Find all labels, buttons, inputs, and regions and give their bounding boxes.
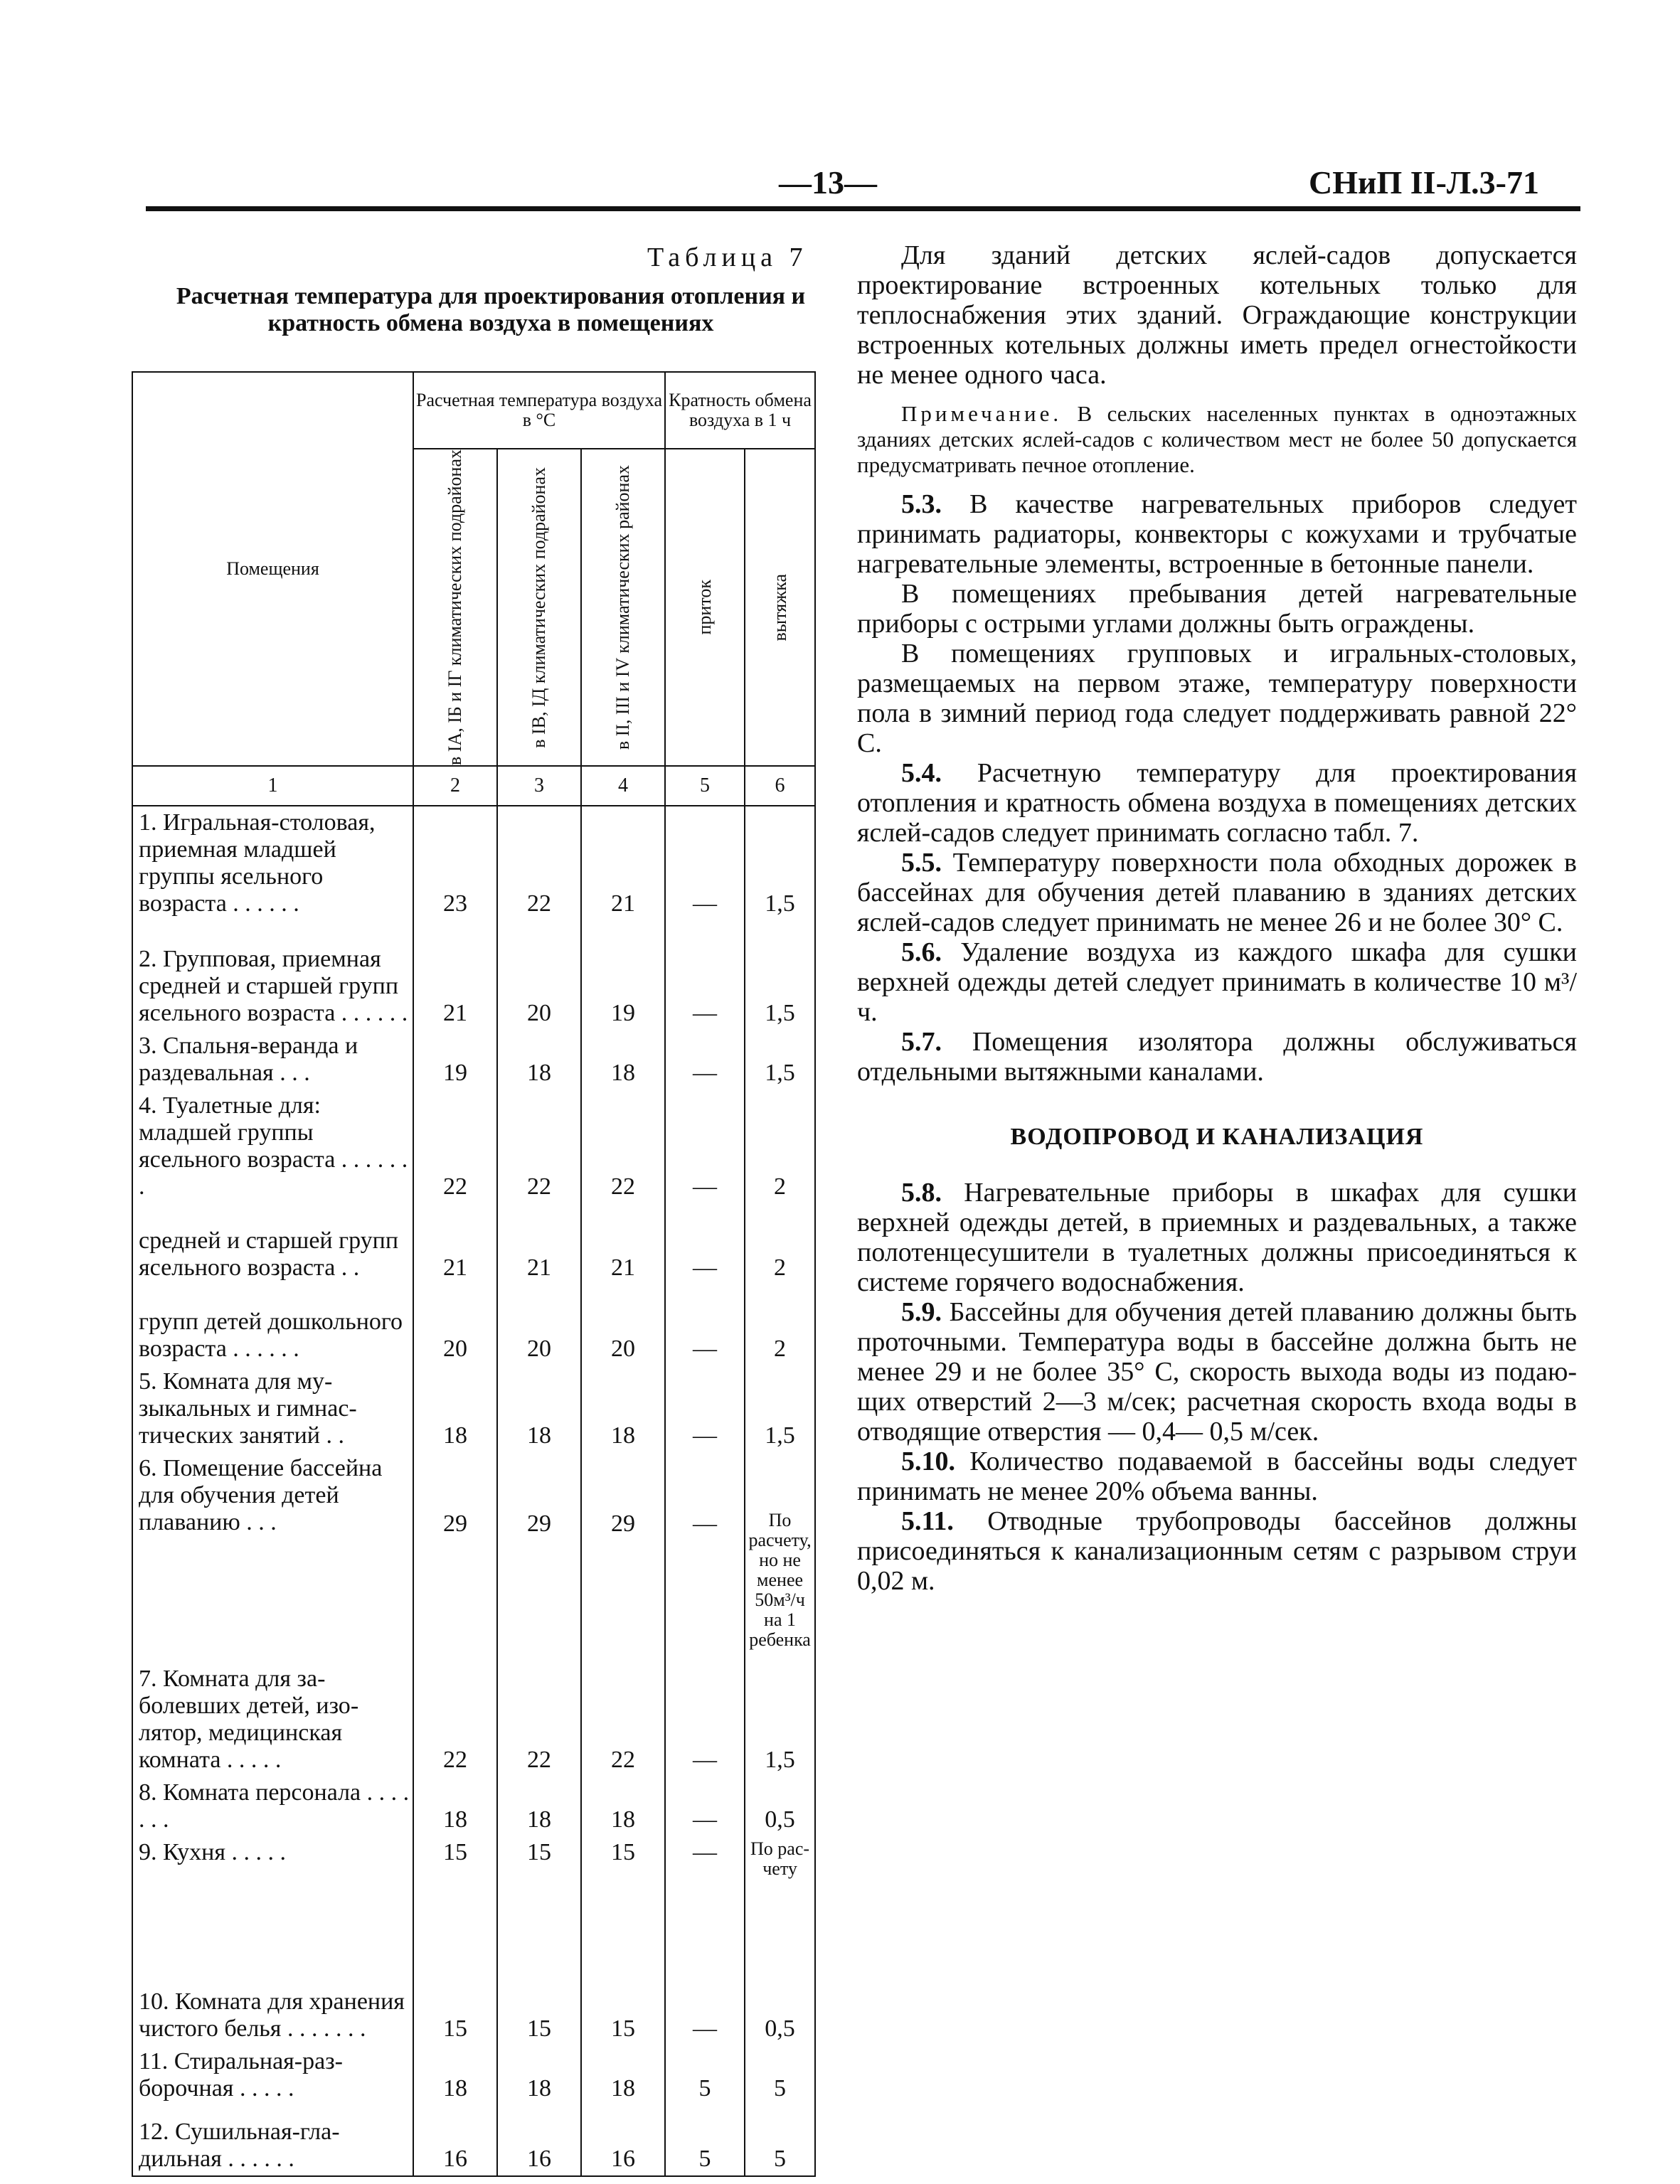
room-cell: 11. Стиральная-разборочная . . . . . <box>132 2045 413 2105</box>
temp-cell: 15 <box>581 1836 665 1936</box>
room-cell: 7. Комната для заболевших детей, изолятор, медицинская комната . . . . . <box>132 1658 413 1777</box>
col-header-exhaust <box>745 449 815 766</box>
room-cell: 10. Комната для хранения чистого белья . . . . . . . <box>132 1936 413 2045</box>
paragraph-text: Температуру поверхности пола обходных дорожек в бассейнах для обучения детей плаванию в зданиях детских яслей-садов следует принимать не менее 26 и не более 30° С. <box>857 848 1577 937</box>
clause-number: 5.3. <box>901 489 942 519</box>
temp-cell: 21 <box>413 1203 497 1284</box>
table-row <box>132 806 815 920</box>
index-cell: 3 <box>497 766 581 806</box>
index-cell: 4 <box>581 766 665 806</box>
paragraph-5-7 <box>857 1027 1577 1087</box>
paragraph-intro: Для зданий детских яслей-садов допускается проектирование встроенных котельных только для теплоснабжения этих зданий. Ограждающие конструкции встроенных котельных должны иметь предел огнестойкости не менее одного часа. <box>857 240 1577 390</box>
exhaust-cell: 5 <box>745 2045 815 2105</box>
page-number: —13— <box>779 164 877 201</box>
inflow-cell: 5 <box>665 2105 745 2176</box>
temp-cell: 21 <box>581 1203 665 1284</box>
inflow-cell: — <box>665 806 745 920</box>
table-row <box>132 1452 815 1658</box>
paragraph-5-10 <box>857 1447 1577 1506</box>
table-row <box>132 1284 815 1365</box>
temp-cell: 23 <box>413 806 497 920</box>
index-cell: 6 <box>745 766 815 806</box>
clause-number: 5.6. <box>901 937 942 967</box>
paragraph-text: Помещения изолятора должны обслуживаться отдельными вытяжными каналами. <box>857 1027 1577 1087</box>
temp-cell: 20 <box>497 1284 581 1365</box>
temp-cell: 15 <box>581 1936 665 2045</box>
paragraph-text: Расчетную температуру для проектирования отопления и кратность обмена воздуха в помещениях детских яслей-садов следует принимать согласно табл. 7. <box>857 758 1577 848</box>
note <box>857 401 1577 478</box>
room-cell: 1. Игральная-столовая, приемная младшей группы ясельного возраста . . . . . . <box>132 806 413 920</box>
table-row <box>132 1203 815 1284</box>
temp-cell: 29 <box>413 1452 497 1658</box>
inflow-cell: — <box>665 1777 745 1836</box>
right-column <box>857 240 1577 1596</box>
inflow-cell: — <box>665 1658 745 1777</box>
exhaust-cell: 1,5 <box>745 806 815 920</box>
room-cell: 4. Туалетные для: младшей группы ясельного возраста . . . . . . . <box>132 1090 413 1203</box>
header-rule <box>146 206 1580 211</box>
col-header-temp-3-text: в II, III и IV климатических районах <box>612 464 634 750</box>
temp-cell: 20 <box>581 1284 665 1365</box>
clause-number: 5.7. <box>901 1027 942 1057</box>
exhaust-cell: 1,5 <box>745 1030 815 1090</box>
temp-cell: 18 <box>413 1777 497 1836</box>
note-text: В сельских населенных пунктах в одноэтажных зданиях детских яслей-садов с количеством мест не более 50 допускается предусматривать печное отопление. <box>857 401 1578 477</box>
temp-cell: 22 <box>497 1658 581 1777</box>
temp-cell: 21 <box>413 920 497 1030</box>
temp-cell: 18 <box>497 1777 581 1836</box>
paragraph-5-3 <box>857 489 1577 579</box>
col-header-temperature: Расчетная температура воздуха в °С <box>413 372 665 449</box>
room-cell: групп детей дошкольного возраста . . . . . . <box>132 1284 413 1365</box>
paragraph-text: Удаление воздуха из каждого шкафа для сушки верхней одежды детей следует принимать в количестве 10 м³/ч. <box>857 937 1578 1027</box>
inflow-cell: — <box>665 1090 745 1203</box>
room-cell: средней и старшей групп ясельного возраста . . <box>132 1203 413 1284</box>
clause-number: 5.4. <box>901 758 942 788</box>
document-code: СНиП II-Л.3-71 <box>1309 164 1539 201</box>
heating-table <box>132 371 816 2177</box>
temp-cell: 21 <box>581 806 665 920</box>
room-cell: 12. Сушильная-гладильная . . . . . . <box>132 2105 413 2176</box>
inflow-cell: — <box>665 920 745 1030</box>
inflow-cell: 5 <box>665 2045 745 2105</box>
table-row <box>132 920 815 1030</box>
index-cell: 5 <box>665 766 745 806</box>
exhaust-cell: 2 <box>745 1203 815 1284</box>
clause-number: 5.11. <box>901 1506 954 1536</box>
temp-cell: 15 <box>497 1936 581 2045</box>
temp-cell: 29 <box>497 1452 581 1658</box>
paragraph-5-4 <box>857 758 1577 848</box>
paragraph-text: Нагревательные приборы в шкафах для сушки верхней одежды детей, в приемных и раздевальных, а также полотенцесушители в туалетных должны присоединяться к системе горячего водоснабжения. <box>857 1178 1578 1297</box>
temp-cell: 15 <box>413 1836 497 1936</box>
exhaust-cell: 1,5 <box>745 1658 815 1777</box>
section-heading: ВОДОПРОВОД И КАНАЛИЗАЦИЯ <box>1010 1124 1424 1150</box>
exhaust-cell: По расчету <box>745 1836 815 1936</box>
table-row <box>132 1936 815 2045</box>
room-cell: 6. Помещение бассейна для обучения детей плаванию . . . <box>132 1452 413 1658</box>
temp-cell: 18 <box>497 2045 581 2105</box>
inflow-cell: — <box>665 1030 745 1090</box>
temp-cell: 22 <box>581 1658 665 1777</box>
exhaust-cell: 1,5 <box>745 1365 815 1452</box>
table-row <box>132 1658 815 1777</box>
temp-cell: 19 <box>581 920 665 1030</box>
paragraph-5-8 <box>857 1178 1577 1297</box>
clause-number: 5.9. <box>901 1297 942 1327</box>
col-header-temp-1 <box>413 449 497 766</box>
inflow-cell: — <box>665 1203 745 1284</box>
temp-cell: 18 <box>497 1365 581 1452</box>
col-header-air-exchange: Кратность обмена воздуха в 1 ч <box>665 372 815 449</box>
col-header-temp-1-text: в IA, IБ и IГ климатических подрайонах <box>445 449 465 765</box>
paragraph-5-11 <box>857 1506 1577 1596</box>
room-cell: 3. Спальня-веранда и раздевальная . . . <box>132 1030 413 1090</box>
table-row <box>132 1090 815 1203</box>
clause-number: 5.8. <box>901 1178 942 1208</box>
index-cell: 1 <box>132 766 413 806</box>
room-cell: 5. Комната для музыкальных и гимнастических занятий . . <box>132 1365 413 1452</box>
table-title: Расчетная температура для проектирования отопления и кратность обмена воздуха в помещениях <box>176 283 806 336</box>
temp-cell: 22 <box>497 806 581 920</box>
room-cell: 8. Комната персонала . . . . . . . <box>132 1777 413 1836</box>
col-header-temp-3 <box>581 449 665 766</box>
room-cell: 9. Кухня . . . . . <box>132 1836 413 1936</box>
temp-cell: 22 <box>581 1090 665 1203</box>
paragraph-5-9 <box>857 1297 1577 1447</box>
temp-cell: 18 <box>497 1030 581 1090</box>
paragraph-5-5 <box>857 848 1577 937</box>
temp-cell: 15 <box>413 1936 497 2045</box>
temp-cell: 16 <box>413 2105 497 2176</box>
col-header-rooms: Помещения <box>132 372 413 766</box>
temp-cell: 22 <box>413 1658 497 1777</box>
paragraph-text: Отводные трубопроводы бассейнов должны присоединяться к канализационным сетям с разрывом струи 0,02 м. <box>857 1506 1577 1596</box>
table-row <box>132 1030 815 1090</box>
inflow-cell: — <box>665 1284 745 1365</box>
temp-cell: 18 <box>581 1030 665 1090</box>
temp-cell: 18 <box>581 1777 665 1836</box>
temp-cell: 18 <box>581 1365 665 1452</box>
inflow-cell: — <box>665 1365 745 1452</box>
exhaust-cell: По расчету, но не менее 50м³/ч на 1 ребенка <box>745 1452 815 1658</box>
col-header-inflow-text: приток <box>694 580 716 635</box>
note-label: Примечание. <box>901 401 1063 426</box>
exhaust-cell: 0,5 <box>745 1777 815 1836</box>
table-row <box>132 2045 815 2105</box>
inflow-cell: — <box>665 1836 745 1936</box>
table-index-row <box>132 766 815 806</box>
exhaust-cell: 0,5 <box>745 1936 815 2045</box>
col-header-temp-2 <box>497 449 581 766</box>
paragraph-text: В качестве нагревательных приборов следует принимать радиаторы, конвекторы с кожухами и трубчатые нагревательные элементы, встроенные в бетонные панели. <box>857 489 1577 579</box>
paragraph-text: Количество подаваемой в бассейны воды следует принимать не менее 20% объема ванны. <box>857 1447 1577 1506</box>
index-cell: 2 <box>413 766 497 806</box>
col-header-exhaust-text: вытяжка <box>769 573 790 641</box>
temp-cell: 18 <box>413 2045 497 2105</box>
col-header-temp-2-text: в IВ, IД климатических подрайонах <box>528 467 549 748</box>
paragraph-5-3-c: В помещениях групповых и игральных-столовых, размещаемых на первом этаже, температуру поверхности пола в зимний период года следует поддерживать равной 22° С. <box>857 639 1577 758</box>
temp-cell: 19 <box>413 1030 497 1090</box>
temp-cell: 29 <box>581 1452 665 1658</box>
temp-cell: 21 <box>497 1203 581 1284</box>
temp-cell: 20 <box>413 1284 497 1365</box>
table-row <box>132 2105 815 2176</box>
temp-cell: 15 <box>497 1836 581 1936</box>
temp-cell: 18 <box>581 2045 665 2105</box>
temp-cell: 18 <box>413 1365 497 1452</box>
paragraph-5-3-b: В помещениях пребывания детей нагревательные приборы с острыми углами должны быть ограждены. <box>857 579 1577 639</box>
inflow-cell: — <box>665 1936 745 2045</box>
temp-cell: 20 <box>497 920 581 1030</box>
col-header-inflow <box>665 449 745 766</box>
room-cell: 2. Групповая, приемная средней и старшей групп ясельного возраста . . . . . . <box>132 920 413 1030</box>
exhaust-cell: 1,5 <box>745 920 815 1030</box>
exhaust-cell: 2 <box>745 1284 815 1365</box>
clause-number: 5.5. <box>901 848 942 878</box>
exhaust-cell: 5 <box>745 2105 815 2176</box>
paragraph-5-6 <box>857 937 1577 1027</box>
exhaust-cell: 2 <box>745 1090 815 1203</box>
clause-number: 5.10. <box>901 1447 955 1476</box>
table-label: Таблица 7 <box>647 243 808 272</box>
temp-cell: 22 <box>413 1090 497 1203</box>
temp-cell: 22 <box>497 1090 581 1203</box>
table-row <box>132 1365 815 1452</box>
temp-cell: 16 <box>497 2105 581 2176</box>
table-row <box>132 1836 815 1936</box>
paragraph-text: Бассейны для обучения детей плаванию должны быть проточными. Температура воды в бассейне должна быть не менее 29 и не более 35° С, скорость выхода воды из подающих отверстий 2—3 м/сек; расчетная скорость входа воды в отводящие отверстия — 0,4— 0,5 м/сек. <box>857 1297 1577 1447</box>
table-row <box>132 1777 815 1836</box>
inflow-cell: — <box>665 1452 745 1658</box>
temp-cell: 16 <box>581 2105 665 2176</box>
